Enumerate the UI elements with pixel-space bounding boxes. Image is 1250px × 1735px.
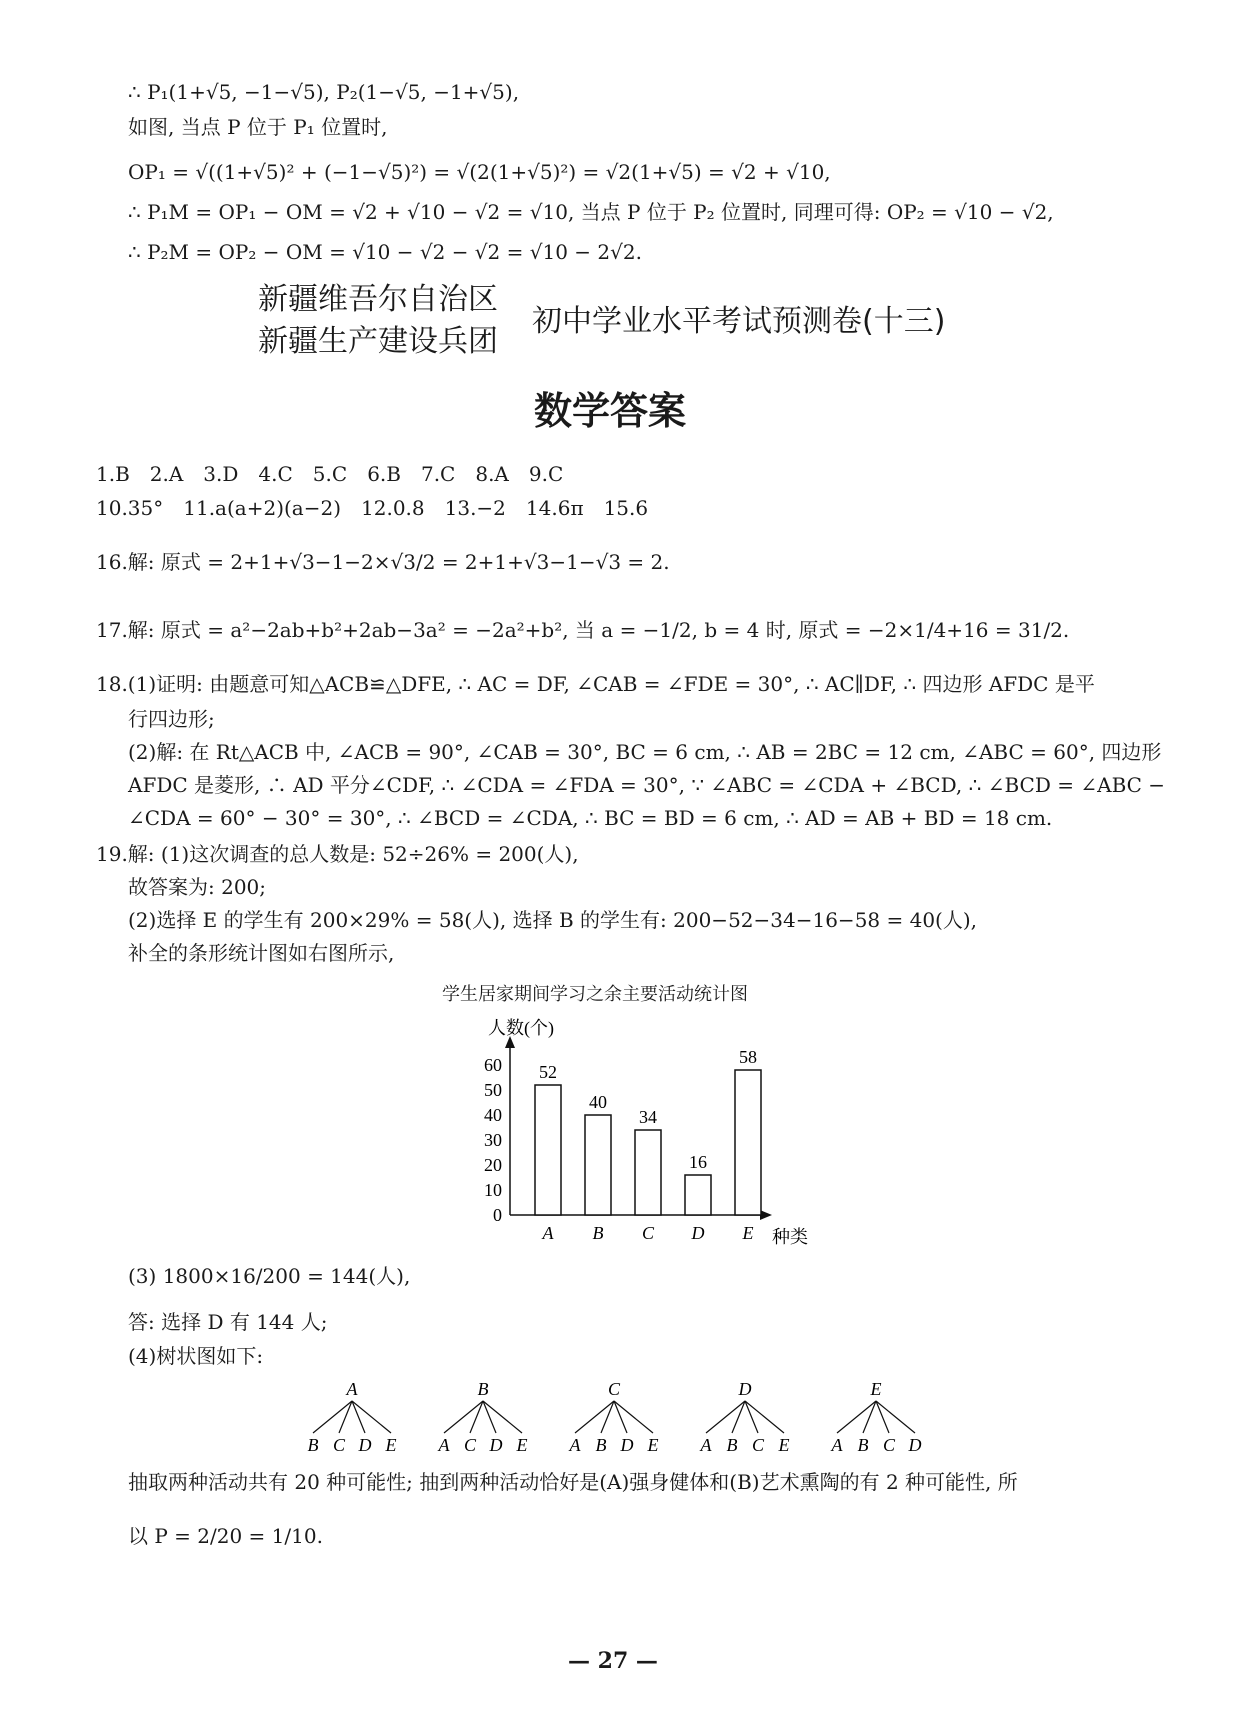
prev-line-3: OP₁ = √((1+√5)² + (−1−√5)²) = √(2(1+√5)²) = √2(1+√5) = √2 + √10,	[128, 160, 831, 184]
tree-leaf-node: B	[307, 1435, 319, 1455]
tree-leaf-node: A	[700, 1435, 712, 1455]
x-axis-label: 种类	[772, 1227, 808, 1247]
tree-leaf-node: B	[857, 1435, 869, 1455]
y-tick-label: 50	[484, 1080, 502, 1100]
tree-root-node: B	[477, 1379, 489, 1399]
tree-root-node: C	[607, 1379, 621, 1399]
header-region-1: 新疆维吾尔自治区	[258, 282, 498, 317]
tree-leaf-node: E	[385, 1435, 397, 1455]
tree-leaf-node: D	[620, 1435, 634, 1455]
x-tick-label: B	[592, 1223, 604, 1243]
tree-branch	[352, 1401, 391, 1433]
tree-leaf-node: B	[726, 1435, 738, 1455]
q19-line-7: (4)树状图如下:	[128, 1344, 264, 1368]
q16-solution: 16.解: 原式 = 2+1+√3−1−2×√3/2 = 2+1+√3−1−√3 = 2.	[96, 550, 670, 574]
prev-line-4: ∴ P₁M = OP₁ − OM = √2 + √10 − √2 = √10, 当点 P 位于 P₂ 位置时, 同理可得: OP₂ = √10 − √2,	[128, 200, 1054, 224]
tree-leaf-node: A	[831, 1435, 843, 1455]
q18-line-4: AFDC 是菱形, ∴ AD 平分∠CDF, ∴ ∠CDA = ∠FDA = 30°, ∵ ∠ABC = ∠CDA + ∠BCD, ∴ ∠BCD = ∠ABC −	[128, 773, 1166, 797]
prev-line-2: 如图, 当点 P 位于 P₁ 位置时,	[128, 115, 388, 139]
tree-branch	[706, 1401, 745, 1433]
y-tick-label: 30	[484, 1130, 502, 1150]
bar-data-label: 34	[639, 1107, 657, 1127]
tree-leaf-node: B	[595, 1435, 607, 1455]
header-region-2: 新疆生产建设兵团	[258, 324, 498, 359]
bar	[535, 1085, 561, 1215]
bar	[685, 1175, 711, 1215]
q19-line-3: (2)选择 E 的学生有 200×29% = 58(人), 选择 B 的学生有: 200−52−34−16−58 = 40(人),	[128, 908, 978, 932]
tree-leaf-node: C	[751, 1435, 765, 1455]
tree-root-node: E	[870, 1379, 882, 1399]
x-tick-label: A	[542, 1223, 554, 1243]
q17-solution: 17.解: 原式 = a²−2ab+b²+2ab−3a² = −2a²+b², 当 a = −1/2, b = 4 时, 原式 = −2×1/4+16 = 31/2.	[96, 618, 1070, 642]
q19-line-6: 答: 选择 D 有 144 人;	[128, 1310, 328, 1334]
tree-branch	[876, 1401, 915, 1433]
tree-branch	[483, 1401, 522, 1433]
y-tick-label: 10	[484, 1180, 502, 1200]
tree-leaf-node: D	[908, 1435, 922, 1455]
y-tick-label: 60	[484, 1055, 502, 1075]
tree-root-node: A	[346, 1379, 358, 1399]
q18-line-5: ∠CDA = 60° − 30° = 30°, ∴ ∠BCD = ∠CDA, ∴ BC = BD = 6 cm, ∴ AD = AB + BD = 18 cm.	[128, 806, 1053, 830]
bar-data-label: 16	[689, 1152, 707, 1172]
y-axis-label: 人数(个)	[488, 1018, 554, 1038]
page-number: — 27 —	[568, 1648, 658, 1674]
x-tick-label: E	[742, 1223, 754, 1243]
q18-line-2: 行四边形;	[128, 707, 215, 731]
prev-line-5: ∴ P₂M = OP₂ − OM = √10 − √2 − √2 = √10 − 2√2.	[128, 240, 642, 264]
mc-answers: 1.B 2.A 3.D 4.C 5.C 6.B 7.C 8.A 9.C	[96, 462, 564, 486]
header-exam-name: 初中学业水平考试预测卷(十三)	[532, 304, 946, 339]
bar	[585, 1115, 611, 1215]
tree-leaf-node: D	[489, 1435, 503, 1455]
conclusion-line-2: 以 P = 2/20 = 1/10.	[128, 1524, 323, 1548]
tree-branch	[575, 1401, 614, 1433]
tree-leaf-node: E	[516, 1435, 528, 1455]
tree-leaf-node: A	[569, 1435, 581, 1455]
tree-leaf-node: D	[358, 1435, 372, 1455]
bar-data-label: 58	[739, 1047, 757, 1067]
bar-data-label: 52	[539, 1062, 557, 1082]
q18-line-3: (2)解: 在 Rt△ACB 中, ∠ACB = 90°, ∠CAB = 30°, BC = 6 cm, ∴ AB = 2BC = 12 cm, ∠ABC = 60°, 四边形	[128, 740, 1162, 764]
y-tick-label: 0	[493, 1205, 502, 1225]
tree-branch	[313, 1401, 352, 1433]
tree-leaf-node: E	[647, 1435, 659, 1455]
chart-title: 学生居家期间学习之余主要活动统计图	[442, 984, 748, 1005]
bar	[735, 1070, 761, 1215]
y-tick-label: 40	[484, 1105, 502, 1125]
tree-branch	[444, 1401, 483, 1433]
tree-leaf-node: C	[882, 1435, 896, 1455]
bar	[635, 1130, 661, 1215]
q19-line-2: 故答案为: 200;	[128, 875, 267, 899]
tree-leaf-node: C	[332, 1435, 346, 1455]
tree-branch	[745, 1401, 784, 1433]
tree-leaf-node: A	[438, 1435, 450, 1455]
tree-root-node: D	[738, 1379, 752, 1399]
prev-line-1: ∴ P₁(1+√5, −1−√5), P₂(1−√5, −1+√5),	[128, 80, 520, 104]
tree-diagram	[300, 1375, 960, 1455]
tree-branch	[614, 1401, 653, 1433]
q19-line-4: 补全的条形统计图如右图所示,	[128, 941, 395, 965]
q18-line-1: 18.(1)证明: 由题意可知△ACB≌△DFE, ∴ AC = DF, ∠CAB = ∠FDE = 30°, ∴ AC∥DF, ∴ 四边形 AFDC 是平	[96, 672, 1095, 696]
page-title: 数学答案	[534, 389, 687, 433]
y-tick-label: 20	[484, 1155, 502, 1175]
x-axis-arrow	[760, 1210, 772, 1220]
x-tick-label: C	[641, 1223, 655, 1243]
q19-line-1: 19.解: (1)这次调查的总人数是: 52÷26% = 200(人),	[96, 842, 579, 866]
bar-data-label: 40	[589, 1092, 607, 1112]
bar-chart	[470, 1010, 808, 1250]
tree-branch	[837, 1401, 876, 1433]
q19-line-5: (3) 1800×16/200 = 144(人),	[128, 1264, 411, 1288]
tree-leaf-node: C	[463, 1435, 477, 1455]
conclusion-line-1: 抽取两种活动共有 20 种可能性; 抽到两种活动恰好是(A)强身健体和(B)艺术熏陶的有 2 种可能性, 所	[128, 1470, 1018, 1494]
fill-answers: 10.35° 11.a(a+2)(a−2) 12.0.8 13.−2 14.6π 15.6	[96, 496, 649, 520]
x-tick-label: D	[691, 1223, 705, 1243]
tree-leaf-node: E	[778, 1435, 790, 1455]
